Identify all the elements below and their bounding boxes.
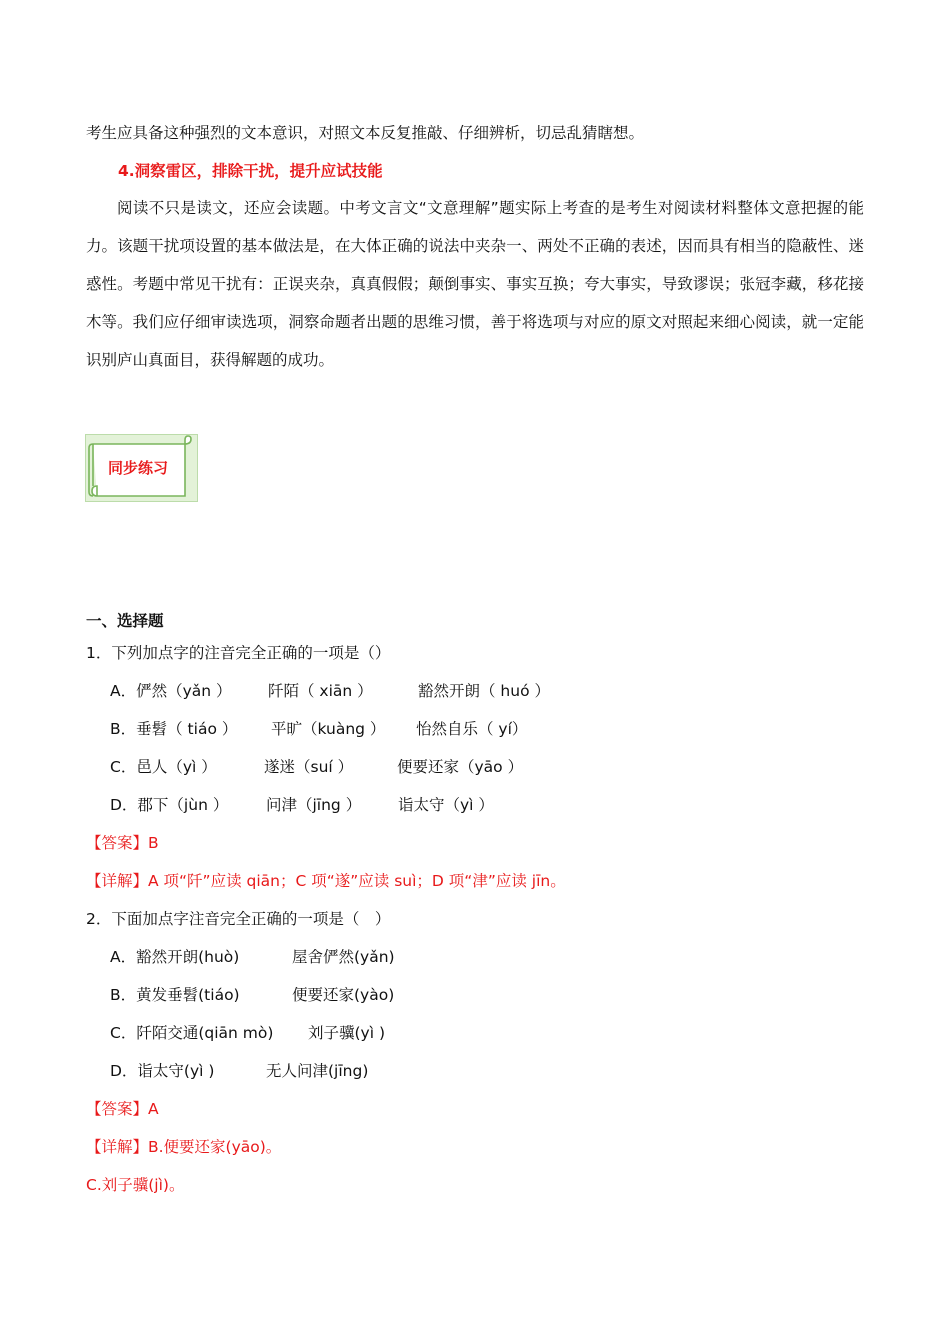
q1-option-d-3: 诣太守（yì ） [398,796,494,814]
q1-option-d-2: 问津（jīng ） [266,796,362,814]
q2-detail-2: C.刘子骥(jì)。 [86,1176,185,1194]
q1-option-d-1: D．郡下（jùn ） [110,796,229,814]
q1-option-b-3: 怡然自乐（ yí） [416,720,528,738]
q1-answer: 【答案】B [86,834,159,852]
q2-option-a-1: A．豁然开朗(huò) [110,948,240,966]
q1-option-a-3: 豁然开朗（ huó ） [418,682,550,700]
q1-option-a-1: A．俨然（yǎn ） [110,682,232,700]
q2-option-a-2: 屋舍俨然(yǎn) [292,948,395,966]
section-title: 一、选择题 [86,612,164,630]
body-paragraph: 阅读不只是读文，还应会读题。中考文言文“文意理解”题实际上考查的是考生对阅读材料整体文意把握的能力。该题干扰项设置的基本做法是，在大体正确的说法中夹杂一、两处不正确的表述，因而具有相当的隐蔽性、迷惑性。考题中常见干扰有：正误夹杂，真真假假；颠倒事实、事实互换；夸大事实，导致谬误；张冠李藏，移花接木等。我们应仔细审读选项，洞察命题者出题的思维习惯，善于将选项与对应的原文对照起来细心阅读，就一定能识别庐山真面目，获得解题的成功。 [86,199,864,369]
q2-option-c-1: C．阡陌交通(qiān mò) [110,1024,274,1042]
q1-option-c-1: C．邑人（yì ） [110,758,217,776]
q1-stem: 1．下列加点字的注音完全正确的一项是（） [86,644,391,662]
q2-stem: 2．下面加点字注音完全正确的一项是（ ） [86,910,391,928]
q2-option-b-1: B．黄发垂髫(tiáo) [110,986,240,1004]
q1-option-c-3: 便要还家（yāo ） [397,758,524,776]
q2-option-b-2: 便要还家(yào) [292,986,395,1004]
banner-label: 同步练习 [108,459,169,477]
q1-option-c-2: 遂迷（suí ） [264,758,354,776]
heading-4: 4.洞察雷区，排除干扰，提升应试技能 [118,162,383,180]
q1-option-b-2: 平旷（kuàng ） [271,720,386,738]
q1-detail: 【详解】A 项“阡”应读 qiān；C 项“遂”应读 suì；D 项“津”应读 jīn。 [86,872,566,890]
q2-option-d-2: 无人问津(jīng) [266,1062,369,1080]
q1-option-a-2: 阡陌（ xiān ） [268,682,373,700]
q1-option-b-1: B．垂髫（ tiáo ） [110,720,238,738]
q2-option-c-2: 刘子骥(yì ) [308,1024,386,1042]
q2-answer: 【答案】A [86,1100,159,1118]
q2-option-d-1: D．诣太守(yì ) [110,1062,215,1080]
q2-detail-1: 【详解】B.便要还家(yāo)。 [86,1138,282,1156]
intro-line: 考生应具备这种强烈的文本意识，对照文本反复推敲、仔细辨析，切忌乱猜瞎想。 [86,124,645,142]
